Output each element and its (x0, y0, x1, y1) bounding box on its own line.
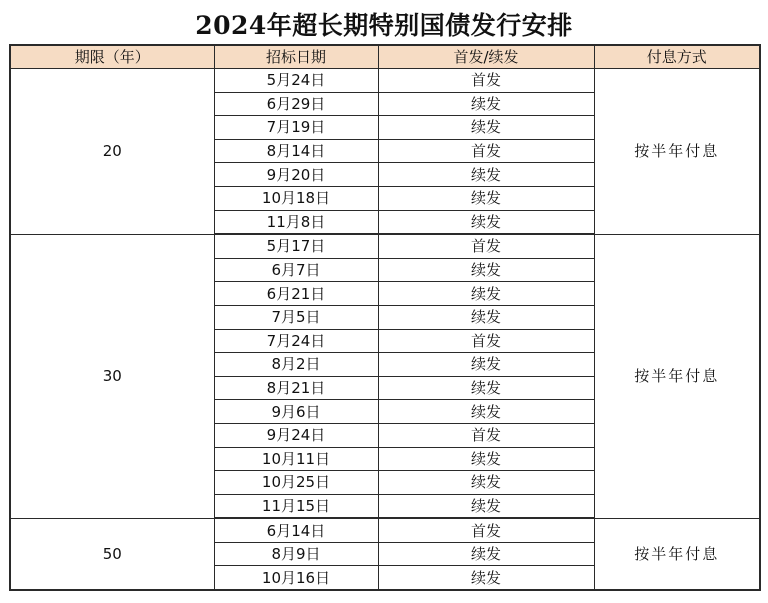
issue-type-cell: 续发 (378, 353, 594, 377)
auction-date-cell: 6月14日 (214, 518, 378, 542)
header-issue-type: 首发/续发 (378, 45, 594, 69)
auction-date-cell: 10月18日 (214, 186, 378, 210)
issue-type-cell: 续发 (378, 494, 594, 518)
payment-method-cell: 按半年付息 (594, 518, 760, 590)
auction-date-cell: 5月24日 (214, 69, 378, 93)
auction-date-cell: 6月29日 (214, 92, 378, 116)
bond-schedule-table (9, 44, 761, 591)
auction-date-cell: 8月14日 (214, 139, 378, 163)
issue-type-cell: 续发 (378, 116, 594, 140)
auction-date-cell: 10月25日 (214, 471, 378, 495)
header-auction-date: 招标日期 (214, 45, 378, 69)
term-cell: 20 (10, 69, 214, 235)
term-cell: 50 (10, 518, 214, 590)
term-cell: 30 (10, 234, 214, 518)
table-row (10, 518, 760, 542)
issue-type-cell: 首发 (378, 518, 594, 542)
auction-date-cell: 5月17日 (214, 234, 378, 258)
issue-type-cell: 续发 (378, 400, 594, 424)
auction-date-cell: 11月8日 (214, 210, 378, 234)
payment-method-cell: 按半年付息 (594, 234, 760, 518)
issue-type-cell: 续发 (378, 305, 594, 329)
auction-date-cell: 10月11日 (214, 447, 378, 471)
auction-date-cell: 6月21日 (214, 282, 378, 306)
header-row (10, 45, 760, 69)
issue-type-cell: 续发 (378, 258, 594, 282)
table-body (10, 69, 760, 591)
issue-type-cell: 续发 (378, 447, 594, 471)
issue-type-cell: 首发 (378, 423, 594, 447)
issue-type-cell: 首发 (378, 329, 594, 353)
table-row (10, 69, 760, 93)
issue-type-cell: 首发 (378, 139, 594, 163)
table-row (10, 234, 760, 258)
header-term: 期限（年） (10, 45, 214, 69)
issue-type-cell: 续发 (378, 376, 594, 400)
auction-date-cell: 11月15日 (214, 494, 378, 518)
auction-date-cell: 6月7日 (214, 258, 378, 282)
auction-date-cell: 9月24日 (214, 423, 378, 447)
issue-type-cell: 续发 (378, 282, 594, 306)
issue-type-cell: 续发 (378, 542, 594, 566)
auction-date-cell: 8月9日 (214, 542, 378, 566)
issue-type-cell: 首发 (378, 234, 594, 258)
issue-type-cell: 续发 (378, 163, 594, 187)
auction-date-cell: 9月20日 (214, 163, 378, 187)
auction-date-cell: 7月24日 (214, 329, 378, 353)
auction-date-cell: 8月21日 (214, 376, 378, 400)
issue-type-cell: 续发 (378, 210, 594, 234)
issue-type-cell: 续发 (378, 186, 594, 210)
page-title: 2024年超长期特别国债发行安排 (195, 11, 573, 40)
issue-type-cell: 续发 (378, 471, 594, 495)
issue-type-cell: 首发 (378, 69, 594, 93)
payment-method-cell: 按半年付息 (594, 69, 760, 235)
auction-date-cell: 10月16日 (214, 566, 378, 590)
auction-date-cell: 8月2日 (214, 353, 378, 377)
auction-date-cell: 7月19日 (214, 116, 378, 140)
header-payment-method: 付息方式 (594, 45, 760, 69)
issue-type-cell: 续发 (378, 92, 594, 116)
auction-date-cell: 7月5日 (214, 305, 378, 329)
issue-type-cell: 续发 (378, 566, 594, 590)
auction-date-cell: 9月6日 (214, 400, 378, 424)
